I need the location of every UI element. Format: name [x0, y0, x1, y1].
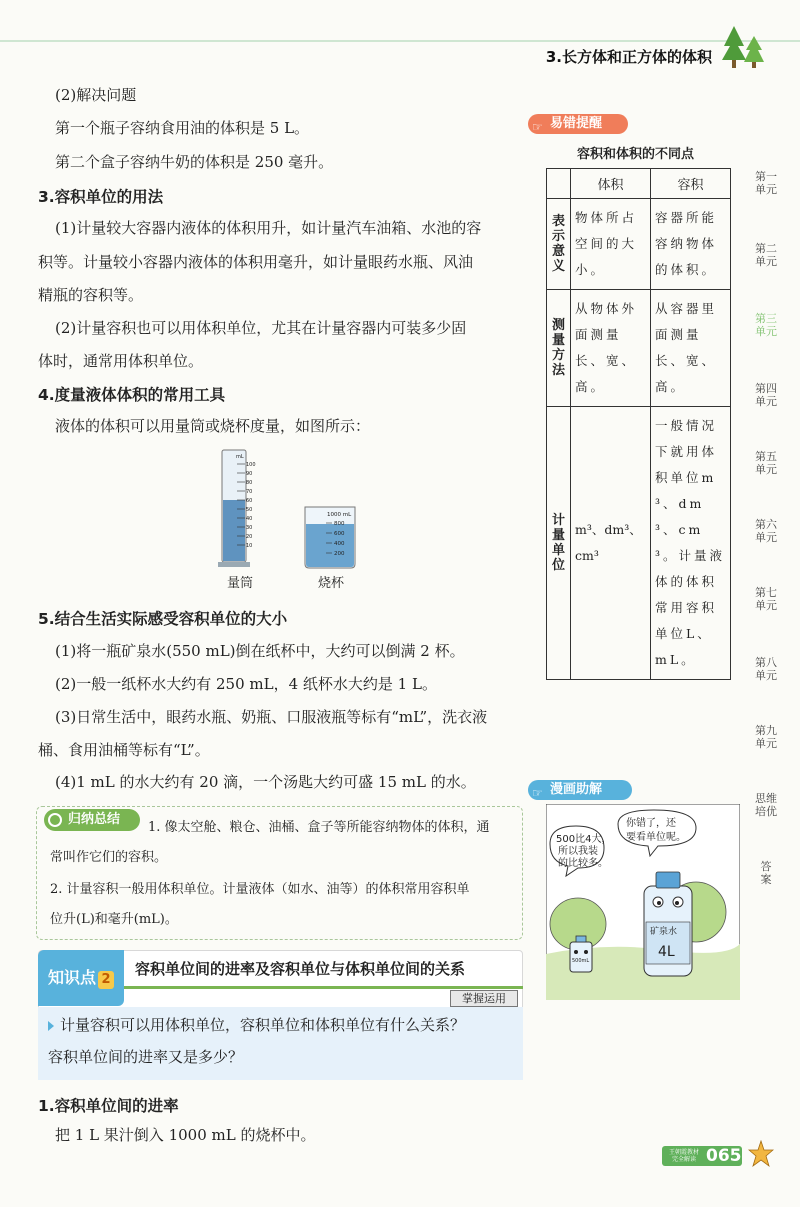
tab-answers[interactable]: 答 案 [760, 860, 772, 886]
paragraph: 第一个瓶子容纳食用油的体积是 5 L。 [55, 119, 310, 137]
paragraph-line: (1)计量较大容器内液体的体积用升，如计量汽车油箱、水池的容 [55, 219, 482, 237]
cylinder-tick: 30 [246, 525, 253, 531]
triangle-bullet-icon [48, 1021, 54, 1031]
paragraph-line: 桶、食用油桶等标有“L”。 [38, 741, 210, 759]
bubble-line: 所以我装 [558, 846, 598, 857]
paragraph-line: 体时，通常用体积单位。 [38, 352, 204, 370]
paragraph-line: 把 1 L 果汁倒入 1000 mL 的烧杯中。 [55, 1126, 316, 1144]
page-number: 065 [706, 1146, 742, 1166]
pointing-hand-icon: ☞ [532, 786, 543, 800]
comparison-table [546, 168, 731, 680]
footer-series-line: 完全解读 [671, 1156, 696, 1163]
table-cell: 从物体外面测量长、宽、高。 [571, 290, 651, 407]
paragraph-line: (3)日常生活中，眼药水瓶、奶瓶、口服液瓶等标有“mL”，洗衣液 [55, 708, 488, 726]
bubble-line: 的比较多。 [558, 858, 608, 869]
table-cell: 从容器里面测量长、宽、高。 [651, 290, 731, 407]
measuring-cylinder-figure [215, 448, 265, 570]
title-underline [124, 986, 523, 989]
summary-line: 2. 计量容积一般用体积单位。计量液体（如水、油等）的体积常用容积单 [50, 882, 470, 897]
cylinder-tick: 50 [246, 507, 253, 513]
tab-thinking[interactable]: 思维 培优 [755, 792, 777, 818]
beaker-unit: 1000 mL [327, 512, 352, 518]
tip-label [528, 114, 628, 134]
summary-label [44, 809, 140, 831]
paragraph: 第二个盒子容纳牛奶的体积是 250 毫升。 [55, 153, 334, 171]
comic-label [528, 780, 632, 800]
cylinder-tick: 80 [246, 480, 253, 486]
paragraph-line: (1)将一瓶矿泉水(550 mL)倒在纸杯中，大约可以倒满 2 杯。 [55, 642, 465, 660]
cylinder-tick: 90 [246, 471, 253, 477]
section-heading: 1.容积单位间的进率 [38, 1097, 179, 1115]
mastery-badge: 掌握运用 [450, 990, 518, 1007]
table-cell: 容器所能容纳物体的体积。 [651, 199, 731, 290]
cylinder-tick: 100 [246, 462, 256, 468]
footer-series [665, 1149, 703, 1163]
summary-line: 位升(L)和毫升(mL)。 [50, 912, 178, 927]
figure-caption: 烧杯 [318, 576, 345, 591]
knowledge-point-title: 容积单位间的进率及容积单位与体积单位间的关系 [135, 960, 466, 978]
cylinder-tick: 60 [246, 498, 253, 504]
knowledge-point-number: 2 [98, 971, 114, 989]
beaker-tick: 600 [334, 531, 345, 537]
section-heading: 5.结合生活实际感受容积单位的大小 [38, 610, 288, 628]
knowledge-point-tag-text: 知识点 [48, 968, 97, 987]
paragraph-line: (2)一般一纸杯水大约有 250 mL，4 纸杯水大约是 1 L。 [55, 675, 437, 693]
small-bottle-label: 500mL [572, 958, 590, 964]
row-header: 计 量 单 位 [547, 407, 571, 680]
question-line: 计量容积可以用体积单位，容积单位和体积单位有什么关系？ [60, 1016, 466, 1034]
footer-series-line: 王朝霞教材 [668, 1149, 699, 1156]
comic-illustration [546, 804, 740, 1000]
tab-unit-5[interactable]: 第五 单元 [755, 450, 777, 476]
pointing-hand-icon: ☞ [532, 120, 543, 134]
subsection-heading: (2)解决问题 [55, 86, 137, 104]
table-header: 体积 [571, 169, 651, 199]
cylinder-tick: 20 [246, 534, 253, 540]
target-icon [48, 813, 62, 827]
paragraph-line: 积等。计量较小容器内液体的体积用毫升，如计量眼药水瓶、风油 [38, 253, 474, 271]
tab-unit-8[interactable]: 第八 单元 [755, 656, 777, 682]
figure-caption: 量筒 [227, 576, 254, 591]
table-corner [547, 169, 571, 199]
tab-unit-2[interactable]: 第二 单元 [755, 242, 777, 268]
beaker-tick: 800 [334, 521, 345, 527]
tree-icon [720, 24, 766, 68]
section-heading: 3.容积单位的用法 [38, 188, 164, 206]
knowledge-point-tag [38, 950, 124, 1006]
tip-label-text: 易错提醒 [550, 116, 603, 131]
header-divider [0, 40, 800, 42]
question-line: 容积单位间的进率又是多少？ [48, 1048, 244, 1066]
star-icon [748, 1140, 774, 1168]
beaker-tick: 200 [334, 551, 345, 557]
tab-unit-3[interactable]: 第三 单元 [755, 312, 777, 338]
table-cell: m³、dm³、cm³ [571, 407, 651, 680]
big-bottle-label: 矿泉水 [650, 927, 678, 937]
paragraph-line: 液体的体积可以用量筒或烧杯度量，如图所示： [55, 417, 371, 435]
beaker-figure [302, 504, 362, 570]
cylinder-unit: mL [236, 454, 244, 460]
summary-label-text: 归纳总结 [68, 812, 121, 827]
bubble-line: 500比4大， [556, 834, 612, 845]
tab-unit-4[interactable]: 第四 单元 [755, 382, 777, 408]
tab-unit-9[interactable]: 第九 单元 [755, 724, 777, 750]
cylinder-tick: 40 [246, 516, 253, 522]
tab-unit-1[interactable]: 第一 单元 [755, 170, 777, 196]
bubble-line: 你错了，还 [626, 818, 676, 829]
table-header: 容积 [651, 169, 731, 199]
table-cell: 物体所占空间的大小。 [571, 199, 651, 290]
beaker-tick: 400 [334, 541, 345, 547]
tab-unit-6[interactable]: 第六 单元 [755, 518, 777, 544]
row-header: 表 示 意 义 [547, 199, 571, 290]
cylinder-tick: 10 [246, 543, 253, 549]
table-cell: 一般情况下就用体积单位m³、dm³、cm³。计量液体的体积常用容积单位L、mL。 [651, 407, 731, 680]
chapter-title: 3.长方体和正方体的体积 [545, 48, 712, 66]
paragraph-line: 精瓶的容积等。 [38, 286, 144, 304]
section-heading: 4.度量液体体积的常用工具 [38, 386, 226, 404]
big-bottle-volume: 4L [658, 944, 675, 960]
paragraph-line: (2)计量容积也可以用体积单位，尤其在计量容器内可装多少固 [55, 319, 467, 337]
summary-line: 1. 像太空舱、粮仓、油桶、盒子等所能容纳物体的体积，通 [148, 820, 490, 835]
tab-unit-7[interactable]: 第七 单元 [755, 586, 777, 612]
row-header: 测 量 方 法 [547, 290, 571, 407]
summary-line: 常叫作它们的容积。 [50, 850, 168, 865]
comic-label-text: 漫画助解 [550, 782, 603, 797]
bubble-line: 要看单位呢。 [626, 832, 686, 843]
cylinder-tick: 70 [246, 489, 253, 495]
paragraph-line: (4)1 mL 的水大约有 20 滴，一个汤匙大约可盛 15 mL 的水。 [55, 773, 476, 791]
table-title: 容积和体积的不同点 [577, 147, 695, 162]
